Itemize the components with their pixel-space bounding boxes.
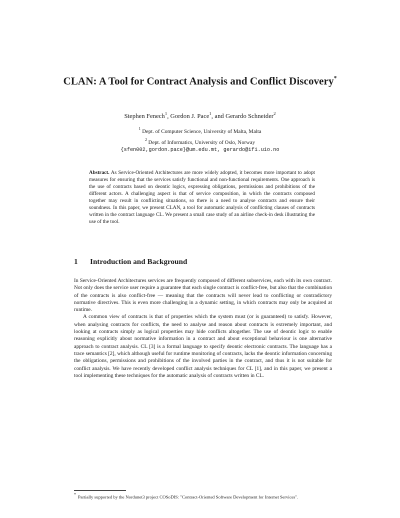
section-heading [74, 257, 334, 266]
body-paragraph: In Service-Oriented Architectures services are frequently composed of different subservices, each with its own contract. Not only does the service user require a guarantee that each single contract is conflict-free, but also that the combination of the contracts is also conflict-free — meaning that the contracts will never lead to conflicting or contradictory normative directives. This is even more challenging in a dynamic setting, in which contracts may only be acquired at runtime. [74, 278, 332, 314]
affiliation-text: Dept. of Informatics, University of Oslo, Norway [148, 140, 256, 146]
author-separator: , [167, 113, 171, 121]
title-footnote-mark: * [333, 76, 337, 82]
affiliation-text: Dept. of Computer Science, University of Malta, Malta [142, 128, 262, 135]
author-emails: {sfen002,gordon.pace}@um.edu.mt, gerardo@ifi.uio.no [120, 147, 280, 154]
abstract [89, 170, 315, 226]
affiliation-line [60, 125, 340, 136]
author-affiliation-mark: 1 [164, 111, 168, 116]
body-paragraph: A common view of contracts is that of properties which the system must (or is guaranteed) to satisfy. However, when analysing contracts for conflicts, the need to analyse and reason about contracts is extremely important, and looking at contracts simply as logical properties may hide conflicts altogether. The use of deontic logic to enable reasoning explicitly about normative information in a contract and about exceptional behaviour is one alternative approach to contract analysis. CL [3] is a formal language to specify deontic electronic contracts. The language has a trace semantics [2], which although useful for runtime monitoring of contracts, lacks the deontic information concerning the obligations, permissions and prohibitions of the involved parties in the contract, and thus it is not suitable for conflict analysis. We have recently developed conflict analysis techniques for CL [1], and in this paper, we present a tool implementing these techniques for the automatic analysis of contracts written in CL. [74, 314, 332, 379]
footnote [74, 492, 332, 501]
author-list [60, 110, 340, 121]
author-name: Gerardo Schneider [225, 113, 274, 121]
affiliation-mark: 2 [144, 137, 147, 143]
section-body [74, 278, 332, 380]
affiliation-line [60, 136, 340, 147]
title-text: CLAN: A Tool for Contract Analysis and Conflict Discovery [63, 76, 334, 88]
author-name: Stephen Fenech [124, 113, 165, 121]
footnote-mark: * [74, 492, 76, 497]
author-affiliation-mark: 2 [273, 111, 276, 116]
affiliations [60, 125, 340, 155]
author-separator: , and [211, 113, 226, 121]
footnote-text: Partially supported by the Nordunet3 project COSoDIS: "Contract-Oriented Software Development for Internet Services". [78, 494, 299, 500]
abstract-text: As Service-Oriented Architectures are more widely adopted, it becomes more important to adopt measures for ensuring that the services satisfy functional and non-functional requirements. One approach is the use of contracts based on deontic logics, expressing obligations, permissions and prohibitions of the different actors. A challenging aspect is that of service composition, in which the contracts composed together may result in conflicting situations, so there is a need to analyse contracts and ensure their soundness. In this paper, we present CLAN, a tool for automatic analysis of conflicting clauses of contracts written in the contract language CL. We present a small case study of an airline check-in desk illustrating the use of the tool. [89, 170, 315, 225]
author-name: Gordon J. Pace [170, 113, 210, 121]
paper-title [60, 72, 340, 90]
footnote-divider [74, 490, 126, 491]
abstract-label: Abstract. [89, 170, 110, 176]
author-affiliation-mark: 1 [209, 111, 212, 116]
section-title: Introduction and Background [90, 257, 188, 266]
section-number: 1 [74, 257, 78, 266]
affiliation-mark: 1 [138, 126, 141, 131]
